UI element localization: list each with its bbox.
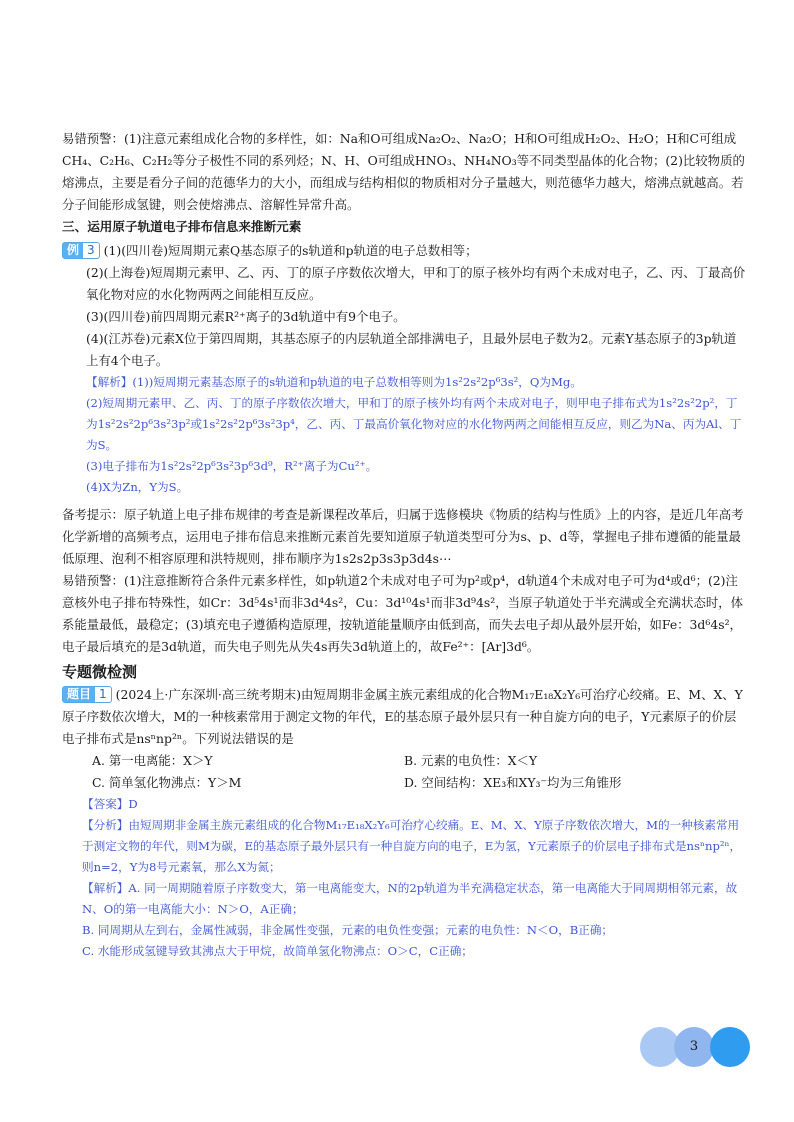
example-3-question-1: 例 3 (1)(四川卷)短周期元素Q基态原子的s轨道和p轨道的电子总数相等； <box>62 240 748 262</box>
option-d: D. 空间结构：XE₃和XY₃⁻均为三角锥形 <box>404 775 622 790</box>
example-3-question-3: (3)(四川卷)前四周期元素R²⁺离子的3d轨道中有9个电子。 <box>86 309 406 324</box>
error-warning-paragraph-1: 易错预警：(1)注意元素组成化合物的多样性，如：Na和O可组成Na₂O₂、Na₂O；H和O可组成H₂O₂、H₂O；H和C可组成CH₄、C₂H₆、C₂H₂等分子极性不同的系列烃；N、H、O可组成HNO₃、NH₄NO₃等不同类型晶体的化合物；(2)比较物质的熔沸点，主要是看分子间的范德华力的大小，而组成与结构相似的物质相对分子量越大，则范德华力越大，熔沸点就越高。若分子间能形成氢键，则会使熔沸点、溶解性异常升高。 <box>62 131 745 212</box>
question-1-stem: 题目 1 (2024上·广东深圳·高三统考期末)由短周期非金属主族元素组成的化合物M₁₇E₁₈X₂Y₆可治疗心绞痛。E、M、X、Y原子序数依次增大，M的一种核素常用于测定文物的年代，E的基态原子最外层只有一种自旋方向的电子，Y元素原子的价层电子排布式是nsⁿnp²ⁿ。下列说法错误的是 <box>62 687 743 746</box>
error-warning-paragraph-2: 易错预警：(1)注意推断符合条件元素多样性，如p轨道2个未成对电子可为p²或p⁴，d轨道4个未成对电子可为d⁴或d⁶；(2)注意核外电子排布特殊性，如Cr：3d⁵4s¹而非3d⁴4s²，Cu：3d¹⁰4s¹而非3d⁹4s²，当原子轨道处于半充满或全充满状态时，体系能量最低，最稳定；(3)填充电子遵循构造原理，按轨道能量顺序由低到高，而失去电子却从最外层开始，如Fe：3d⁶4s²，电子最后填充的是3d轨道，而失电子则先从失4s再失3d轨道上的，故Fe²⁺：[Ar]3d⁶。 <box>62 573 744 654</box>
question-tag: 题目 1 <box>62 686 112 703</box>
option-b: B. 元素的电负性：X＜Y <box>404 753 538 768</box>
question-1-explanation-c: C. 水能形成氢键导致其沸点大于甲烷，故简单氢化物沸点：O＞C，C正确； <box>82 944 473 958</box>
page-number-badge <box>640 1027 752 1067</box>
question-1-answer: 【答案】D <box>82 797 138 811</box>
section-3-title: 三、运用原子轨道电子排布信息来推断元素 <box>62 219 302 234</box>
option-c: C. 简单氢化物沸点：Y＞M <box>92 775 242 790</box>
example-3-analysis-4: (4)X为Zn，Y为S。 <box>86 480 189 494</box>
page-body <box>62 128 748 962</box>
example-3-question-4: (4)(江苏卷)元素X位于第四周期，其基态原子的内层轨道全部排满电子，且最外层电子数为2。元素Y基态原子的3p轨道上有4个电子。 <box>86 331 737 368</box>
special-topic-title: 专题微检测 <box>62 663 138 681</box>
example-tag: 例 3 <box>62 242 100 259</box>
question-1-explanation-b: B. 同周期从左到右，金属性减弱，非金属性变强，元素的电负性变强；元素的电负性：N＜O，B正确； <box>82 923 614 937</box>
decor-circle-right <box>710 1027 750 1067</box>
example-3-analysis-1: 【解析】(1))短周期元素基态原子的s轨道和p轨道的电子总数相等则为1s²2s²2p⁶3s²，Q为Mg。 <box>86 375 582 389</box>
example-3-question-2: (2)(上海卷)短周期元素甲、乙、丙、丁的原子序数依次增大，甲和丁的原子核外均有两个未成对电子，乙、丙、丁最高价氧化物对应的水化物两两之间能相互反应。 <box>86 265 746 302</box>
option-a: A. 第一电离能：X＞Y <box>92 753 213 768</box>
page-number: 3 <box>689 1039 699 1054</box>
question-1-explanation-a: 【解析】A. 同一周期随着原子序数变大，第一电离能变大，N的2p轨道为半充满稳定状态，第一电离能大于同周期相邻元素，故N、O的第一电离能大小：N＞O，A正确； <box>82 881 738 916</box>
example-3-analysis-2: (2)短周期元素甲、乙、丙、丁的原子序数依次增大，甲和丁的原子核外均有两个未成对电子，则甲电子排布式为1s²2s²2p²，丁为1s²2s²2p⁶3s²3p²或1s²2s²2p⁶3s²3p⁴，乙、丙、丁最高价氧化物对应的水化物两两之间能相互反应，则乙为Na、丙为Al、丁为S。 <box>86 396 742 452</box>
question-1-analysis: 【分析】由短周期非金属主族元素组成的化合物M₁₇E₁₈X₂Y₆可治疗心绞痛。E、M、X、Y原子序数依次增大，M的一种核素常用于测定文物的年代，则M为碳，E的基态原子最外层只有一种自旋方向的电子，E为氢，Y元素原子的价层电子排布式是nsⁿnp²ⁿ，则n=2，Y为8号元素氧，那么X为氮； <box>82 818 742 874</box>
question-1-options <box>62 750 748 794</box>
example-3-analysis-3: (3)电子排布为1s²2s²2p⁶3s²3p⁶3d⁹，R²⁺离子为Cu²⁺。 <box>86 459 378 473</box>
exam-hint-paragraph: 备考提示：原子轨道上电子排布规律的考查是新课程改革后，归属于选修模块《物质的结构与性质》上的内容，是近几年高考化学新增的高频考点，运用电子排布信息来推断元素首先要知道原子轨道类型可分为s、p、d等，掌握电子排布遵循的能量最低原理、泡利不相容原理和洪特规则，排布顺序为1s2s2p3s3p3d4s⋯ <box>62 507 744 566</box>
